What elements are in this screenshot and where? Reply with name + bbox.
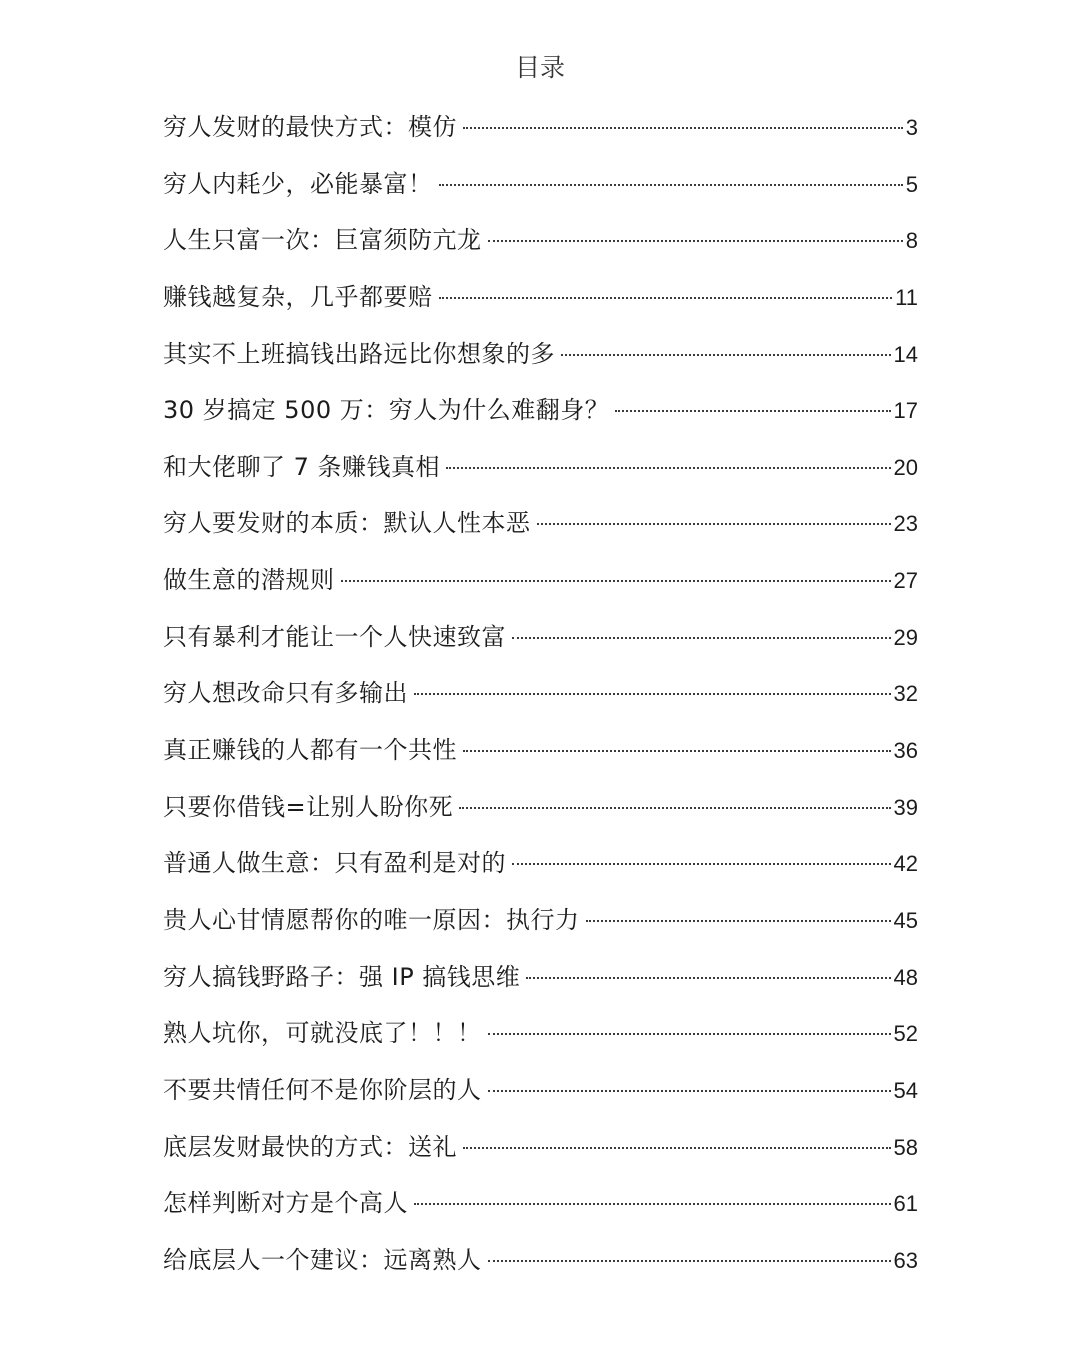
dot-leader [459, 807, 890, 809]
toc-entry[interactable] [163, 609, 918, 666]
toc-entry[interactable] [163, 835, 918, 892]
dot-leader [488, 240, 903, 242]
dot-leader [488, 1090, 891, 1092]
dot-leader [463, 750, 891, 752]
toc-page-number: 54 [893, 1077, 918, 1103]
toc-entry[interactable] [163, 1005, 918, 1062]
toc-page-number: 36 [893, 738, 918, 764]
dot-leader [512, 637, 891, 639]
toc-entry[interactable] [163, 722, 918, 779]
toc-entry-title: 穷人搞钱野路子：强 IP 搞钱思维 [163, 962, 521, 991]
toc-entry[interactable] [163, 495, 918, 552]
toc-entry-title: 只要你借钱=让别人盼你死 [163, 792, 454, 821]
toc-entry-title: 给底层人一个建议：远离熟人 [163, 1245, 482, 1274]
toc-entry-title: 穷人要发财的本质：默认人性本恶 [163, 509, 531, 538]
dot-leader [463, 1147, 891, 1149]
dot-leader [463, 127, 903, 129]
dot-leader [439, 184, 903, 186]
toc-entry-title: 其实不上班搞钱出路远比你想象的多 [163, 339, 555, 368]
toc-entry-title: 怎样判断对方是个高人 [163, 1189, 408, 1218]
toc-entry-title: 不要共情任何不是你阶层的人 [163, 1075, 482, 1104]
toc-entry-title: 穷人内耗少，必能暴富！ [163, 169, 433, 198]
toc-entry-title: 贵人心甘情愿帮你的唯一原因：执行力 [163, 905, 580, 934]
toc-entry[interactable] [163, 665, 918, 722]
toc-page-number: 5 [905, 171, 918, 197]
toc-page-number: 29 [893, 624, 918, 650]
toc-heading: 目录 [514, 53, 565, 82]
toc-page-number: 39 [893, 794, 918, 820]
toc-page-number: 20 [893, 454, 918, 480]
dot-leader [615, 410, 890, 412]
toc-entry-title: 30 岁搞定 500 万：穷人为什么难翻身？ [163, 396, 610, 425]
dot-leader [446, 467, 890, 469]
dot-leader [341, 580, 891, 582]
toc-entry-title: 普通人做生意：只有盈利是对的 [163, 849, 506, 878]
toc-entry-title: 穷人想改命只有多输出 [163, 679, 408, 708]
toc-entry[interactable] [163, 1232, 918, 1289]
toc-entry-title: 穷人发财的最快方式：模仿 [163, 113, 457, 141]
toc-page-number: 3 [905, 115, 918, 140]
toc-entry[interactable] [163, 949, 918, 1006]
toc-page-number: 32 [893, 681, 918, 707]
toc-entry-title: 赚钱越复杂，几乎都要赔 [163, 282, 433, 311]
toc-entry[interactable] [163, 1119, 918, 1176]
toc-entry[interactable] [163, 1062, 918, 1119]
toc-page-number: 17 [893, 398, 918, 424]
toc-entry[interactable] [163, 156, 918, 213]
toc-page-number: 8 [905, 228, 918, 254]
toc-page-number: 58 [893, 1134, 918, 1160]
toc-entry-title: 熟人坑你，可就没底了！！！ [163, 1019, 482, 1048]
toc-page-number: 48 [893, 964, 918, 990]
toc-entry[interactable] [163, 382, 918, 439]
toc-entry[interactable] [163, 779, 918, 836]
toc-page-number: 14 [893, 341, 918, 367]
toc-entry[interactable] [163, 1175, 918, 1232]
dot-leader [561, 354, 891, 356]
toc-entry[interactable] [163, 892, 918, 949]
toc-page-number: 42 [893, 851, 918, 877]
toc-entry-title: 做生意的潜规则 [163, 566, 335, 595]
dot-leader [537, 523, 891, 525]
toc-entry[interactable] [163, 99, 918, 156]
dot-leader [488, 1033, 891, 1035]
dot-leader [526, 977, 890, 979]
toc-entry-title: 真正赚钱的人都有一个共性 [163, 736, 457, 765]
toc-page-number: 52 [893, 1021, 918, 1047]
toc-entry-title: 底层发财最快的方式：送礼 [163, 1132, 457, 1161]
dot-leader [586, 920, 891, 922]
toc-entry[interactable] [163, 326, 918, 383]
dot-leader [414, 693, 891, 695]
dot-leader [414, 1203, 891, 1205]
toc-page-number: 11 [895, 284, 918, 310]
toc-entry[interactable] [163, 269, 918, 326]
toc-page-number: 45 [893, 907, 918, 933]
toc-entry-title: 和大佬聊了 7 条赚钱真相 [163, 452, 441, 481]
toc-entry[interactable] [163, 552, 918, 609]
toc-page-number: 23 [893, 511, 918, 537]
toc-entry-title: 只有暴利才能让一个人快速致富 [163, 622, 506, 651]
toc-entry[interactable] [163, 439, 918, 496]
dot-leader [439, 297, 893, 299]
toc-list [163, 99, 918, 1288]
toc-entry[interactable] [163, 212, 918, 269]
dot-leader [512, 863, 891, 865]
toc-page-number: 61 [893, 1191, 918, 1217]
dot-leader [488, 1260, 891, 1262]
toc-page-number: 27 [893, 568, 918, 594]
toc-page-number: 63 [893, 1247, 918, 1273]
toc-entry-title: 人生只富一次：巨富须防亢龙 [163, 226, 482, 255]
